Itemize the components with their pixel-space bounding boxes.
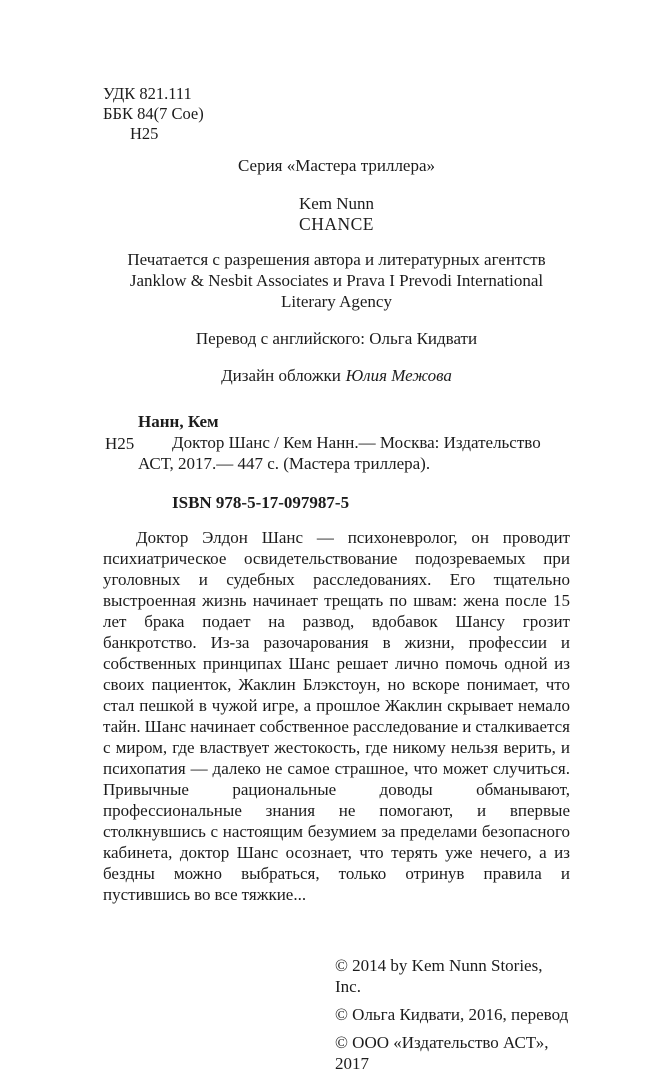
bbk-code: ББК 84(7 Сое): [103, 104, 204, 123]
cover-design-credit: [103, 365, 570, 386]
author-sign-code: Н25: [130, 124, 159, 143]
translation-credit: Перевод с английского: Ольга Кидвати: [195, 329, 478, 348]
rights-line: Janklow & Nesbit Associates и Prava I Prevodi International: [129, 271, 544, 290]
rights-notice: [103, 249, 570, 312]
isbn: ISBN 978-5-17-097987-5: [172, 493, 350, 512]
original-title-block: [103, 193, 570, 235]
copyright-line: © Ольга Кидвати, 2016, перевод: [335, 1005, 569, 1024]
series-title: Серия «Мастера триллера»: [237, 156, 436, 175]
rights-line: Literary Agency: [281, 292, 392, 311]
catalog-description: Доктор Шанс / Кем Нанн.— Москва: Издательство АСТ, 2017.— 447 с. (Мастера триллера).: [138, 433, 541, 473]
cover-design-label: Дизайн обложки: [221, 366, 341, 385]
catalog-code: Н25: [105, 434, 135, 453]
catalog-entry: [103, 411, 570, 474]
udk-code: УДК 821.111: [103, 84, 192, 103]
copyright-line: © ООО «Издательство АСТ», 2017: [335, 1033, 549, 1073]
rights-line: Печатается с разрешения автора и литературных агентств: [127, 250, 546, 269]
bibliographic-codes: [103, 84, 570, 144]
annotation-text: Доктор Элдон Шанс — психоневролог, он проводит психиатрическое освидетельствование подозреваемых при уголовных и судебных расследованиях. Его тщательно выстроенная жизнь начинает трещать по швам: жена после 15 лет брака подает на развод, вдобавок Шансу грозит банкротство. Из-за разочарования в жизни, профессии и собственных принципах Шанс решает лично помочь одной из своих пациенток, Жаклин Блэкстоун, но вскоре понимает, что стал пешкой в чужой игре, а прошлое Жаклин скрывает немало тайн. Шанс начинает собственное расследование и сталкивается с миром, где властвует жестокость, где никому нельзя верить, и психопатия — далеко не самое страшное, что может случиться. Привычные рациональные доводы обманывают, профессиональные знания не помогают, и впервые столкнувшись с настоящим безумием за пределами безопасного кабинета, доктор Шанс осознает, что терять уже нечего, а из бездны можно выбраться, только отринув правила и пустившись во все тяжкие...: [103, 528, 570, 904]
original-author: Kem Nunn: [298, 194, 375, 213]
copyright-line: © 2014 by Kem Nunn Stories, Inc.: [335, 956, 543, 996]
cover-designer-name: Юлия Межова: [345, 366, 452, 385]
original-title: CHANCE: [299, 214, 374, 234]
catalog-author: Нанн, Кем: [138, 412, 219, 431]
copyright-block: [103, 955, 570, 1074]
